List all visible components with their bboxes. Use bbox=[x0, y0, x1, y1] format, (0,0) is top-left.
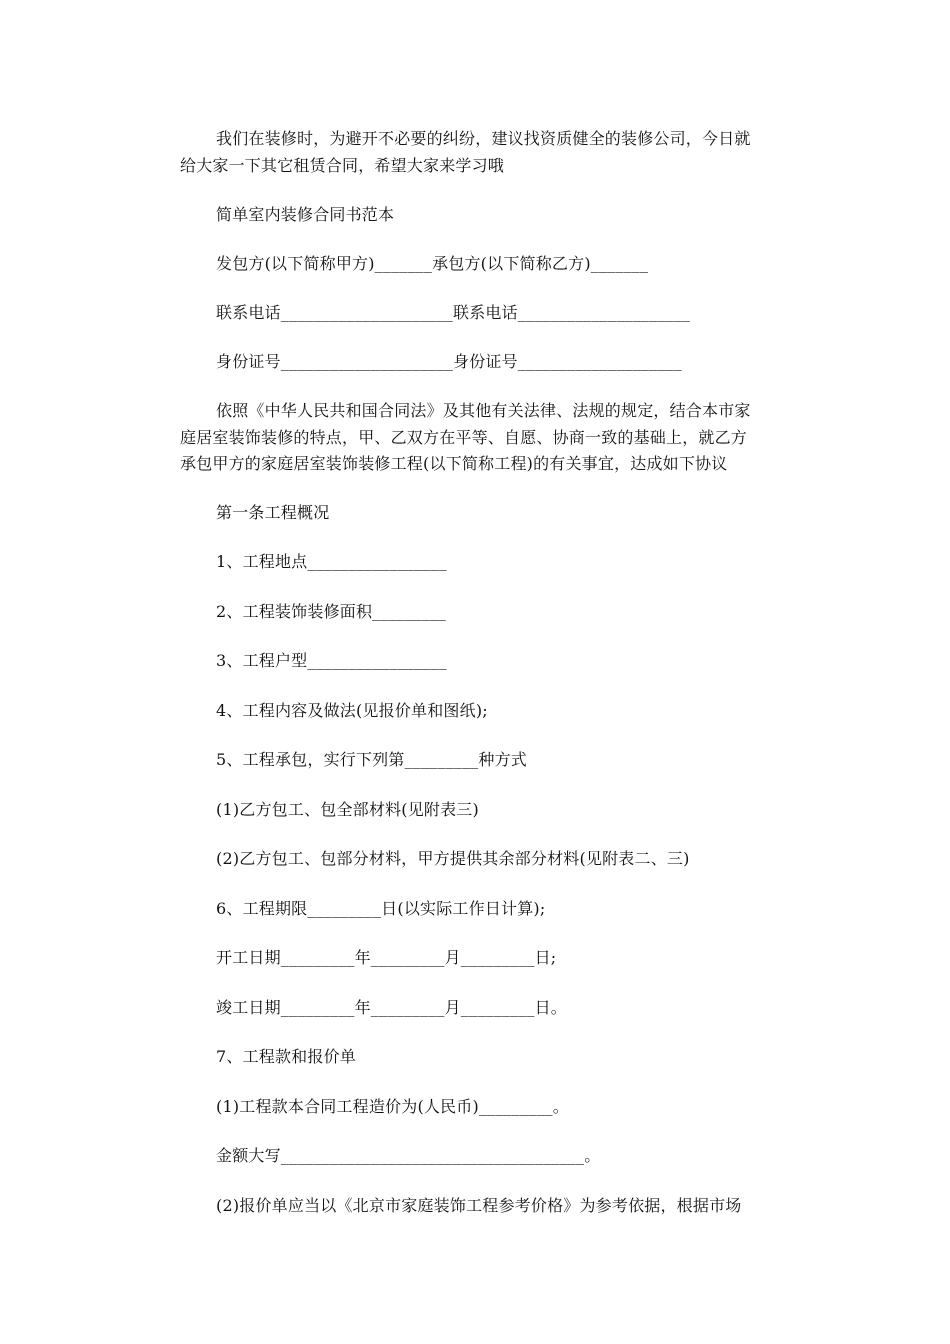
item-5: 5、工程承包，实行下列第_________种方式 bbox=[216, 750, 527, 769]
amount-in-words-line: 金额大写_____________________________________。 bbox=[216, 1146, 601, 1165]
basis-paragraph-line-3: 承包甲方的家庭居室装饰装修工程(以下简称工程)的有关事宜，达成如下协议 bbox=[180, 454, 728, 473]
item-7: 7、工程款和报价单 bbox=[216, 1047, 356, 1066]
item-7-1: (1)工程款本合同工程造价为(人民币)_________。 bbox=[216, 1097, 569, 1116]
item-4: 4、工程内容及做法(见报价单和图纸); bbox=[216, 701, 488, 720]
item-2: 2、工程装饰装修面积_________ bbox=[216, 602, 446, 621]
article-1-heading: 第一条工程概况 bbox=[216, 503, 330, 522]
item-1: 1、工程地点_________________ bbox=[216, 552, 447, 571]
item-3: 3、工程户型_________________ bbox=[216, 651, 447, 670]
intro-paragraph-line-2: 给大家一下其它租赁合同，希望大家来学习哦 bbox=[180, 156, 505, 175]
item-6: 6、工程期限_________日(以实际工作日计算); bbox=[216, 899, 546, 918]
phone-line: 联系电话_____________________联系电话_____________________ bbox=[216, 303, 691, 322]
parties-line: 发包方(以下简称甲方)_______承包方(以下简称乙方)_______ bbox=[216, 254, 649, 273]
id-number-line: 身份证号_____________________身份证号____________________ bbox=[216, 352, 682, 371]
document-title: 简单室内装修合同书范本 bbox=[216, 205, 395, 224]
start-date-line: 开工日期_________年_________月_________日; bbox=[216, 948, 557, 967]
end-date-line: 竣工日期_________年_________月_________日。 bbox=[216, 998, 568, 1017]
basis-paragraph-line-1: 依照《中华人民共和国合同法》及其他有关法律、法规的规定，结合本市家 bbox=[216, 401, 751, 420]
item-5-option-2: (2)乙方包工、包部分材料，甲方提供其余部分材料(见附表二、三) bbox=[216, 849, 690, 868]
basis-paragraph-line-2: 庭居室装饰装修的特点，甲、乙双方在平等、自愿、协商一致的基础上，就乙方 bbox=[180, 428, 748, 447]
item-7-2: (2)报价单应当以《北京市家庭装饰工程参考价格》为参考依据，根据市场 bbox=[216, 1196, 742, 1215]
intro-paragraph-line-1: 我们在装修时，为避开不必要的纠纷，建议找资质健全的装修公司，今日就 bbox=[216, 129, 751, 148]
item-5-option-1: (1)乙方包工、包全部材料(见附表三) bbox=[216, 800, 479, 819]
